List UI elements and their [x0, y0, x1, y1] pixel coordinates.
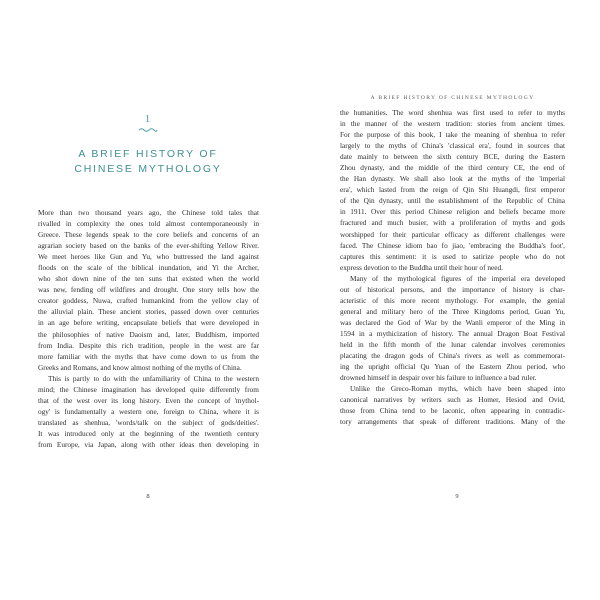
text-line: of the Qin dynasty, until the establishment of the Republic of China — [340, 196, 565, 206]
text-line: 1594 in a mythicization of history. The annual Dragon Boat Festival — [340, 328, 565, 338]
left-body-text — [38, 207, 259, 450]
chapter-title-line: A BRIEF HISTORY OF — [78, 148, 218, 160]
text-line: worshipped for their particular efficacy as different challenges were — [340, 229, 565, 239]
text-line: date mainly to between the sixth century BCE, during the Eastern — [340, 152, 565, 162]
text-line: We meet heroes like Gun and Yu, who buttressed the land against — [38, 252, 259, 262]
chapter-number: 1 — [144, 113, 152, 125]
text-line: the Han dynasty. We shall also look at the myths of the 'imperial — [340, 174, 565, 184]
text-line: Greeks and Romans, and know almost nothing of the myths of China. — [38, 362, 242, 372]
text-line: largely to the myths of China's 'classical era', found in sources that — [340, 141, 565, 151]
text-line: placating the dragon gods of China's rivers as well as commemorat- — [340, 351, 565, 361]
text-line: creator goddess, Nuwa, crafted humankind from the yellow clay of — [38, 296, 259, 306]
text-line: general and military hero of the Three Kingdoms period, Guan Yu, — [340, 306, 565, 316]
text-line: the philosophies of native Daoism and, later, Buddhism, imported — [38, 329, 259, 339]
text-line: captures this sentiment: it is used to satirize people who do not — [340, 251, 565, 261]
chapter-ornament-icon — [138, 127, 158, 133]
text-line: fractured and much busier, with a proliferation of myths and gods — [340, 218, 565, 228]
page-number: 9 — [455, 493, 459, 500]
text-line: floods on the scale of the biblical inundation, and Yi the Archer, — [38, 263, 259, 273]
paragraph — [340, 273, 565, 383]
text-line: It was introduced only at the beginning of the twentieth century — [38, 428, 259, 438]
page-number: 8 — [146, 493, 150, 500]
text-line: was declared the God of War by the Wanli emperor of the Ming in — [340, 317, 565, 327]
text-line: the alluvial plain. These ancient stories, passed down over centuries — [38, 307, 259, 317]
text-line: more familiar with the myths that have come down to us from the — [38, 351, 259, 361]
text-line: out of historical persons, and the importance of history is char- — [340, 284, 565, 294]
text-line: tory arrangements that speak of different traditions. Many of the — [340, 417, 565, 427]
text-line: era', which lasted from the reign of Qin Shi Huangdi, first emperor — [340, 185, 565, 195]
text-line: Unlike the Greco-Roman myths, which have been shaped into — [350, 384, 565, 394]
right-body-text — [340, 107, 565, 427]
text-line: drowned himself in despair over his failure to influence a bad ruler. — [340, 373, 537, 383]
paragraph — [340, 383, 565, 427]
text-line: canonical narratives by writers such as Homer, Hesiod and Ovid, — [340, 395, 565, 405]
text-line: mind; the Chinese imagination has developed quite differently from — [38, 384, 259, 394]
text-line: For the purpose of this book, I take the meaning of shenhua to refer — [340, 130, 565, 140]
text-line: acteristic of this more recent mythology. For example, the genial — [340, 295, 565, 305]
text-line: express devotion to the Buddha until their hour of need. — [340, 262, 503, 272]
text-line: held in the fifth month of the lunar calendar involves ceremonies — [340, 339, 565, 349]
text-line: from India. Despite this rich tradition, people in the west are far — [38, 340, 259, 350]
text-line: agrarian society based on the banks of the ever-shifting Yellow River. — [38, 241, 259, 251]
text-line: in 1911. Over this period Chinese religion and beliefs became more — [340, 207, 565, 217]
chapter-title-line: CHINESE MYTHOLOGY — [74, 163, 222, 175]
text-line: Zhou dynasty, and the middle of the third century CE, the end of — [340, 163, 565, 173]
text-line: from Europe, via Japan, along with other ideas then developing in — [38, 439, 259, 449]
text-line: in the manner of the western tradition: stories from ancient times. — [340, 119, 565, 129]
text-line: Many of the mythological figures of the imperial era developed — [350, 273, 565, 283]
text-line: who shot down nine of the ten suns that existed when the world — [38, 274, 259, 284]
text-line: was new, fending off wildfires and drought. One story tells how the — [38, 285, 259, 295]
text-line: translated as shenhua, 'words/talk on the subject of gods/deities'. — [38, 417, 259, 427]
chapter-title — [38, 147, 258, 177]
text-line: More than two thousand years ago, the Chinese told tales that — [38, 208, 259, 217]
text-line: that of the west over its long history. Even the concept of 'mythol- — [38, 395, 259, 405]
paragraph — [38, 373, 259, 450]
text-line: ogy' is fundamentally a western one, foreign to China, where it is — [38, 406, 259, 416]
running-head: A BRIEF HISTORY OF CHINESE MYTHOLOGY — [370, 95, 535, 101]
paragraph — [38, 207, 259, 373]
right-page — [300, 0, 600, 600]
text-line: This is partly to do with the unfamiliarity of China to the western — [48, 373, 259, 383]
text-line: ing the upright official Qu Yuan of the Eastern Zhou period, who — [340, 362, 565, 372]
text-line: Greece. These legends speak to the core beliefs and concerns of an — [38, 230, 259, 240]
text-line: rivalled in complexity the ones told almost contemporaneously in — [38, 219, 259, 229]
text-line: the humanities. The word shenhua was first used to refer to myths — [340, 108, 565, 117]
text-line: in an age before writing, encapsulate beliefs that were developed in — [38, 318, 259, 328]
paragraph — [340, 107, 565, 273]
text-line: faced. The Chinese idiom bao fo jiao, 'embracing the Buddha's foot', — [340, 240, 565, 250]
text-line: those from China tend to be laconic, often appearing in contradic- — [340, 406, 565, 416]
